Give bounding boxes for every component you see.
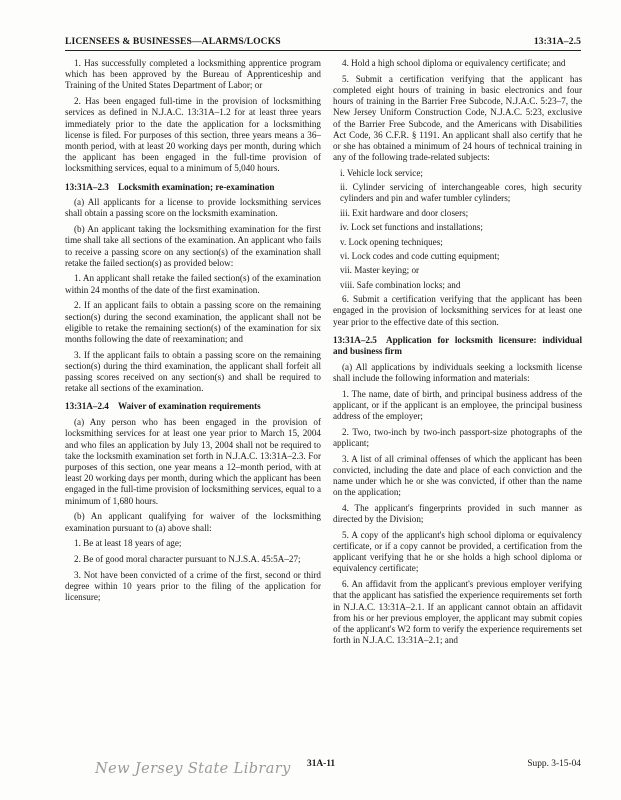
subitem-paragraph: vi. Lock codes and code cutting equipment; <box>340 250 500 261</box>
body-paragraph: (a) All applicants for a license to provide locksmithing services shall obtain a passing score on the locksmith examination. <box>65 197 321 219</box>
section-number: 13:31A–2.3 <box>65 181 109 192</box>
body-paragraph: 1. An applicant shall retake the failed section(s) of the examination within 24 months of the date of the first examination. <box>65 273 321 295</box>
body-paragraph: 1. Be at least 18 years of age; <box>74 538 182 549</box>
body-paragraph: 2. If an applicant fails to obtain a passing score on the remaining section(s) during the second examination, the applicant shall not be eligible to retake the remaining section(s) of the examination for six months following the date of reexamination; and <box>65 300 321 344</box>
body-paragraph: 5. Submit a certification verifying that the applicant has completed eight hours of training in basic electronics and four hours of training in the Barrier Free Subcode, N.J.A.C. 5:23–7, the New Jersey Uniform Construction Code, N.J.A.C. 5:23, exclusive of the Barrier Free Subcode, and the Americans with Disabilities Act Code, 36 C.F.R. § 1191. An applicant shall also certify that he or she has obtained a minimum of 24 hours of technical training in any of the following trade-related subjects: <box>333 73 582 163</box>
section-number: 13:31A–2.4 <box>65 401 109 412</box>
body-paragraph: 5. A copy of the applicant's high school diploma or equivalency certificate, or if a copy cannot be provided, a certification from the applicant verifying that he or she holds a high school diploma or equivalency certificate; <box>333 529 582 574</box>
section-heading <box>65 401 321 412</box>
page-number: 31A-11 <box>307 759 336 769</box>
body-paragraph: (a) Any person who has been engaged in the provision of locksmithing services for at least one year prior to March 15, 2004 and who files an application by July 13, 2004 shall not be required to take the locksmith examination set forth in N.J.A.C. 13:31A–2.3. For purposes of this section, one year means a 12–month period, with at least 20 working days per month, during which the applicant has been engaged in the full-time provision of locksmithing services, equal to a minimum of 1,680 hours. <box>65 417 321 506</box>
section-title: Locksmith examination; re-examination <box>117 181 275 192</box>
subitem-paragraph: vii. Master keying; or <box>340 265 420 276</box>
body-paragraph: 2. Two, two-inch by two-inch passport-size photographs of the applicant; <box>333 426 582 448</box>
subitem-paragraph: viii. Safe combination locks; and <box>340 279 461 290</box>
header-rule <box>65 50 581 51</box>
subitem-paragraph: ii. Cylinder servicing of interchangeable cores, high security cylinders and pin and wafer tumbler cylinders; <box>340 182 582 204</box>
subitem-paragraph: i. Vehicle lock service; <box>340 167 423 178</box>
section-title: Waiver of examination requirements <box>117 401 261 412</box>
running-header <box>65 36 581 47</box>
subitem-paragraph: iv. Lock set functions and installations; <box>340 222 483 233</box>
page-footer <box>65 757 581 781</box>
body-paragraph: 4. The applicant's fingerprints provided in such manner as directed by the Division; <box>333 502 582 525</box>
section-title: Application for locksmith licensure: individual and business firm <box>333 334 582 356</box>
section-heading <box>333 335 582 357</box>
body-paragraph: (b) An applicant taking the locksmithing examination for the first time shall take all sections of the examination. An applicant who fails to receive a passing score on any section(s) of the examination shall retake the failed section(s) as provided below: <box>65 224 321 268</box>
supplement-date: Supp. 3-15-04 <box>527 759 581 769</box>
body-paragraph: 3. Not have been convicted of a crime of the first, second or third degree within 10 years prior to the filing of the application for licensure; <box>65 569 321 603</box>
body-paragraph: 3. If the applicant fails to obtain a passing score on the remaining section(s) during the third examination, the applicant shall forfeit all passing scores received on any section(s) and shall be required to retake all sections of the examination. <box>65 349 321 394</box>
body-paragraph: 1. The name, date of birth, and principal business address of the applicant, or if the applicant is an employee, the principal business address of the employer; <box>333 388 582 421</box>
header-section-number: 13:31A–2.5 <box>533 36 581 47</box>
body-paragraph: 4. Hold a high school diploma or equivalency certificate; and <box>342 58 566 68</box>
section-number: 13:31A–2.5 <box>333 334 377 345</box>
body-paragraph: 2. Has been engaged full-time in the provision of locksmithing services as defined in N.J.A.C. 13:31A–1.2 for at least three years immediately prior to the date the application for a locksmithing license is filed. For purposes of this section, three years means a 36–month period, with at least 20 working days per month, during which the applicant has been engaged in the full-time provision of locksmithing services, equal to a minimum of 5,040 hours. <box>65 96 321 174</box>
library-stamp: New Jersey State Library <box>95 761 291 777</box>
body-paragraph: (a) All applications by individuals seeking a locksmith license shall include the following information and materials: <box>333 361 582 383</box>
body-paragraph: (b) An applicant qualifying for waiver of the locksmithing examination pursuant to (a) above shall: <box>65 511 321 533</box>
body-paragraph: 6. Submit a certification verifying that the applicant has been engaged in the provision of locksmithing services for at least one year prior to the effective date of this section. <box>333 294 582 327</box>
body-paragraph: 3. A list of all criminal offenses of which the applicant has been convicted, including the date and place of each conviction and the name under which he or she was convicted, if other than the name on the application; <box>333 453 582 498</box>
section-heading <box>65 182 321 193</box>
body-paragraph: 6. An affidavit from the applicant's previous employer verifying that the applicant has satisfied the experience requirements set forth in N.J.A.C. 13:31A–2.1. If an applicant cannot obtain an affidavit from his or her previous employer, the applicant may submit copies of the applicant's W2 form to verify the experience requirements set forth in N.J.A.C. 13:31A–2.1; and <box>333 579 582 646</box>
left-column <box>65 58 321 608</box>
subitem-paragraph: v. Lock opening techniques; <box>340 236 443 247</box>
right-column <box>333 58 582 651</box>
header-title: LICENSEES & BUSINESSES—ALARMS/LOCKS <box>65 36 281 47</box>
body-paragraph: 1. Has successfully completed a locksmithing apprentice program which has been approved by the Bureau of Apprenticeship and Training of the United States Department of Labor; or <box>65 58 321 91</box>
body-paragraph: 2. Be of good moral character pursuant to N.J.S.A. 45:5A–27; <box>74 553 301 564</box>
subitem-paragraph: iii. Exit hardware and door closers; <box>340 207 469 218</box>
